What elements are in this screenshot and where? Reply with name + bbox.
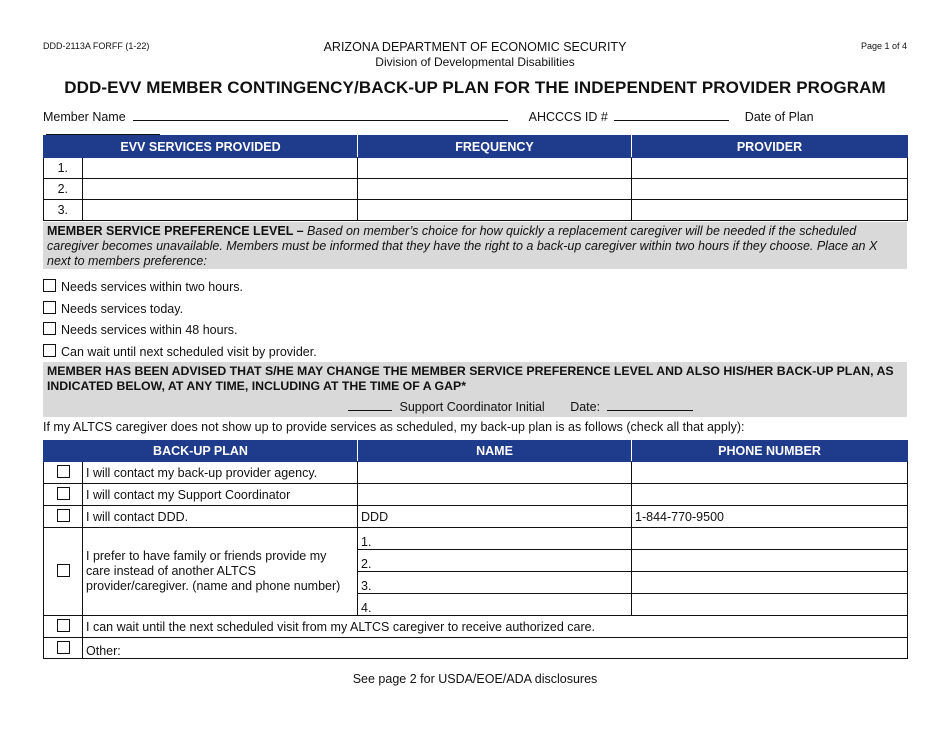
table-row: [44, 638, 908, 659]
services-header: EVV SERVICES PROVIDED: [44, 136, 358, 158]
checkbox[interactable]: [43, 301, 56, 314]
provider-cell[interactable]: [632, 158, 908, 179]
service-cell[interactable]: [83, 158, 358, 179]
checkbox[interactable]: [57, 564, 70, 577]
phone-cell[interactable]: [632, 550, 908, 572]
name-cell[interactable]: 3.: [358, 572, 632, 594]
table-row: [44, 179, 908, 200]
option-48-hours: [43, 322, 237, 337]
option-next-visit: [43, 344, 317, 359]
checkbox[interactable]: [57, 487, 70, 500]
form-id: DDD-2113A FORFF (1-22): [43, 41, 150, 51]
table-row: [44, 616, 908, 638]
plan-text: I will contact DDD.: [83, 506, 358, 528]
advised-date-field[interactable]: [607, 409, 693, 411]
plan-text: I can wait until the next scheduled visit from my ALTCS caregiver to receive authorized care.: [83, 616, 908, 638]
service-cell[interactable]: [83, 179, 358, 200]
frequency-header: FREQUENCY: [358, 136, 632, 158]
phone-cell[interactable]: [632, 484, 908, 506]
phone-header: PHONE NUMBER: [632, 441, 908, 462]
ahcccs-id-label: AHCCCS ID #: [528, 110, 608, 124]
table-row: [44, 462, 908, 484]
checkbox[interactable]: [43, 344, 56, 357]
checkbox[interactable]: [57, 641, 70, 654]
agency-name: ARIZONA DEPARTMENT OF ECONOMIC SECURITY: [323, 40, 627, 54]
option-label: Needs services within two hours.: [61, 280, 244, 294]
plan-text: I will contact my Support Coordinator: [83, 484, 358, 506]
table-row: [44, 506, 908, 528]
phone-cell[interactable]: [632, 572, 908, 594]
backup-plan-header: BACK-UP PLAN: [44, 441, 358, 462]
phone-cell: 1-844-770-9500: [632, 506, 908, 528]
service-cell[interactable]: [83, 200, 358, 221]
page-title: DDD-EVV MEMBER CONTINGENCY/BACK-UP PLAN FOR THE INDEPENDENT PROVIDER PROGRAM: [64, 78, 886, 97]
name-cell[interactable]: 4.: [358, 594, 632, 616]
preference-text: Based on member’s choice for how quickly a replacement caregiver will be needed if the scheduled caregiver becomes unavailable. Members must be informed that they have the right to a back-up caregiver within two hours if they choose. Place an X next to members preference:: [47, 224, 878, 268]
footer-note: See page 2 for USDA/EOE/ADA disclosures: [352, 672, 598, 686]
member-fields: [43, 110, 908, 138]
checkbox[interactable]: [57, 619, 70, 632]
provider-cell[interactable]: [632, 179, 908, 200]
checkbox[interactable]: [43, 279, 56, 292]
ahcccs-id-field[interactable]: [614, 119, 729, 121]
date-of-plan-label: Date of Plan: [744, 110, 814, 124]
preference-box: [43, 222, 907, 269]
row-number: 2.: [44, 179, 83, 200]
phone-cell[interactable]: [632, 594, 908, 616]
provider-header: PROVIDER: [632, 136, 908, 158]
division-name: Division of Developmental Disabilities: [375, 55, 575, 69]
table-row: [44, 484, 908, 506]
initial-label: Support Coordinator Initial: [399, 400, 545, 414]
advised-date-label: Date:: [570, 400, 601, 414]
frequency-cell[interactable]: [358, 158, 632, 179]
page-number: Page 1 of 4: [860, 41, 907, 51]
member-name-field[interactable]: [133, 119, 508, 121]
advised-text: MEMBER HAS BEEN ADVISED THAT S/HE MAY CHANGE THE MEMBER SERVICE PREFERENCE LEVEL AND ALSO HIS/HER BACK-UP PLAN, AS INDICATED BELOW, AT ANY TIME, INCLUDING AT THE TIME OF A GAP*: [47, 364, 894, 393]
name-cell: DDD: [358, 506, 632, 528]
checkbox[interactable]: [57, 509, 70, 522]
plan-text: I prefer to have family or friends provide my care instead of another ALTCS provider/caregiver. (name and phone number): [83, 528, 358, 616]
row-number: 1.: [44, 158, 83, 179]
table-row: [44, 158, 908, 179]
option-label: Needs services today.: [61, 302, 184, 316]
row-number: 3.: [44, 200, 83, 221]
services-table: [43, 135, 908, 221]
frequency-cell[interactable]: [358, 179, 632, 200]
option-today: [43, 301, 183, 316]
advised-box: [43, 362, 907, 417]
phone-cell[interactable]: [632, 462, 908, 484]
preference-label: MEMBER SERVICE PREFERENCE LEVEL –: [47, 224, 304, 238]
table-row: [44, 528, 908, 550]
backup-table: [43, 440, 908, 659]
option-label: Needs services within 48 hours.: [61, 323, 238, 337]
phone-cell[interactable]: [632, 528, 908, 550]
frequency-cell[interactable]: [358, 200, 632, 221]
member-name-label: Member Name: [43, 110, 126, 124]
provider-cell[interactable]: [632, 200, 908, 221]
name-cell[interactable]: 2.: [358, 550, 632, 572]
name-cell[interactable]: [358, 462, 632, 484]
table-row: [44, 200, 908, 221]
plan-text: I will contact my back-up provider agency.: [83, 462, 358, 484]
name-header: NAME: [358, 441, 632, 462]
checkbox[interactable]: [57, 465, 70, 478]
coordinator-sign-row: [348, 400, 693, 414]
backup-intro: If my ALTCS caregiver does not show up to provide services as scheduled, my back-up plan is as follows (check all that apply):: [43, 420, 745, 434]
other-field[interactable]: Other:: [83, 638, 908, 659]
initial-field[interactable]: [348, 409, 392, 411]
checkbox[interactable]: [43, 322, 56, 335]
name-cell[interactable]: [358, 484, 632, 506]
option-two-hours: [43, 279, 243, 294]
name-cell[interactable]: 1.: [358, 528, 632, 550]
option-label: Can wait until next scheduled visit by provider.: [61, 345, 317, 359]
